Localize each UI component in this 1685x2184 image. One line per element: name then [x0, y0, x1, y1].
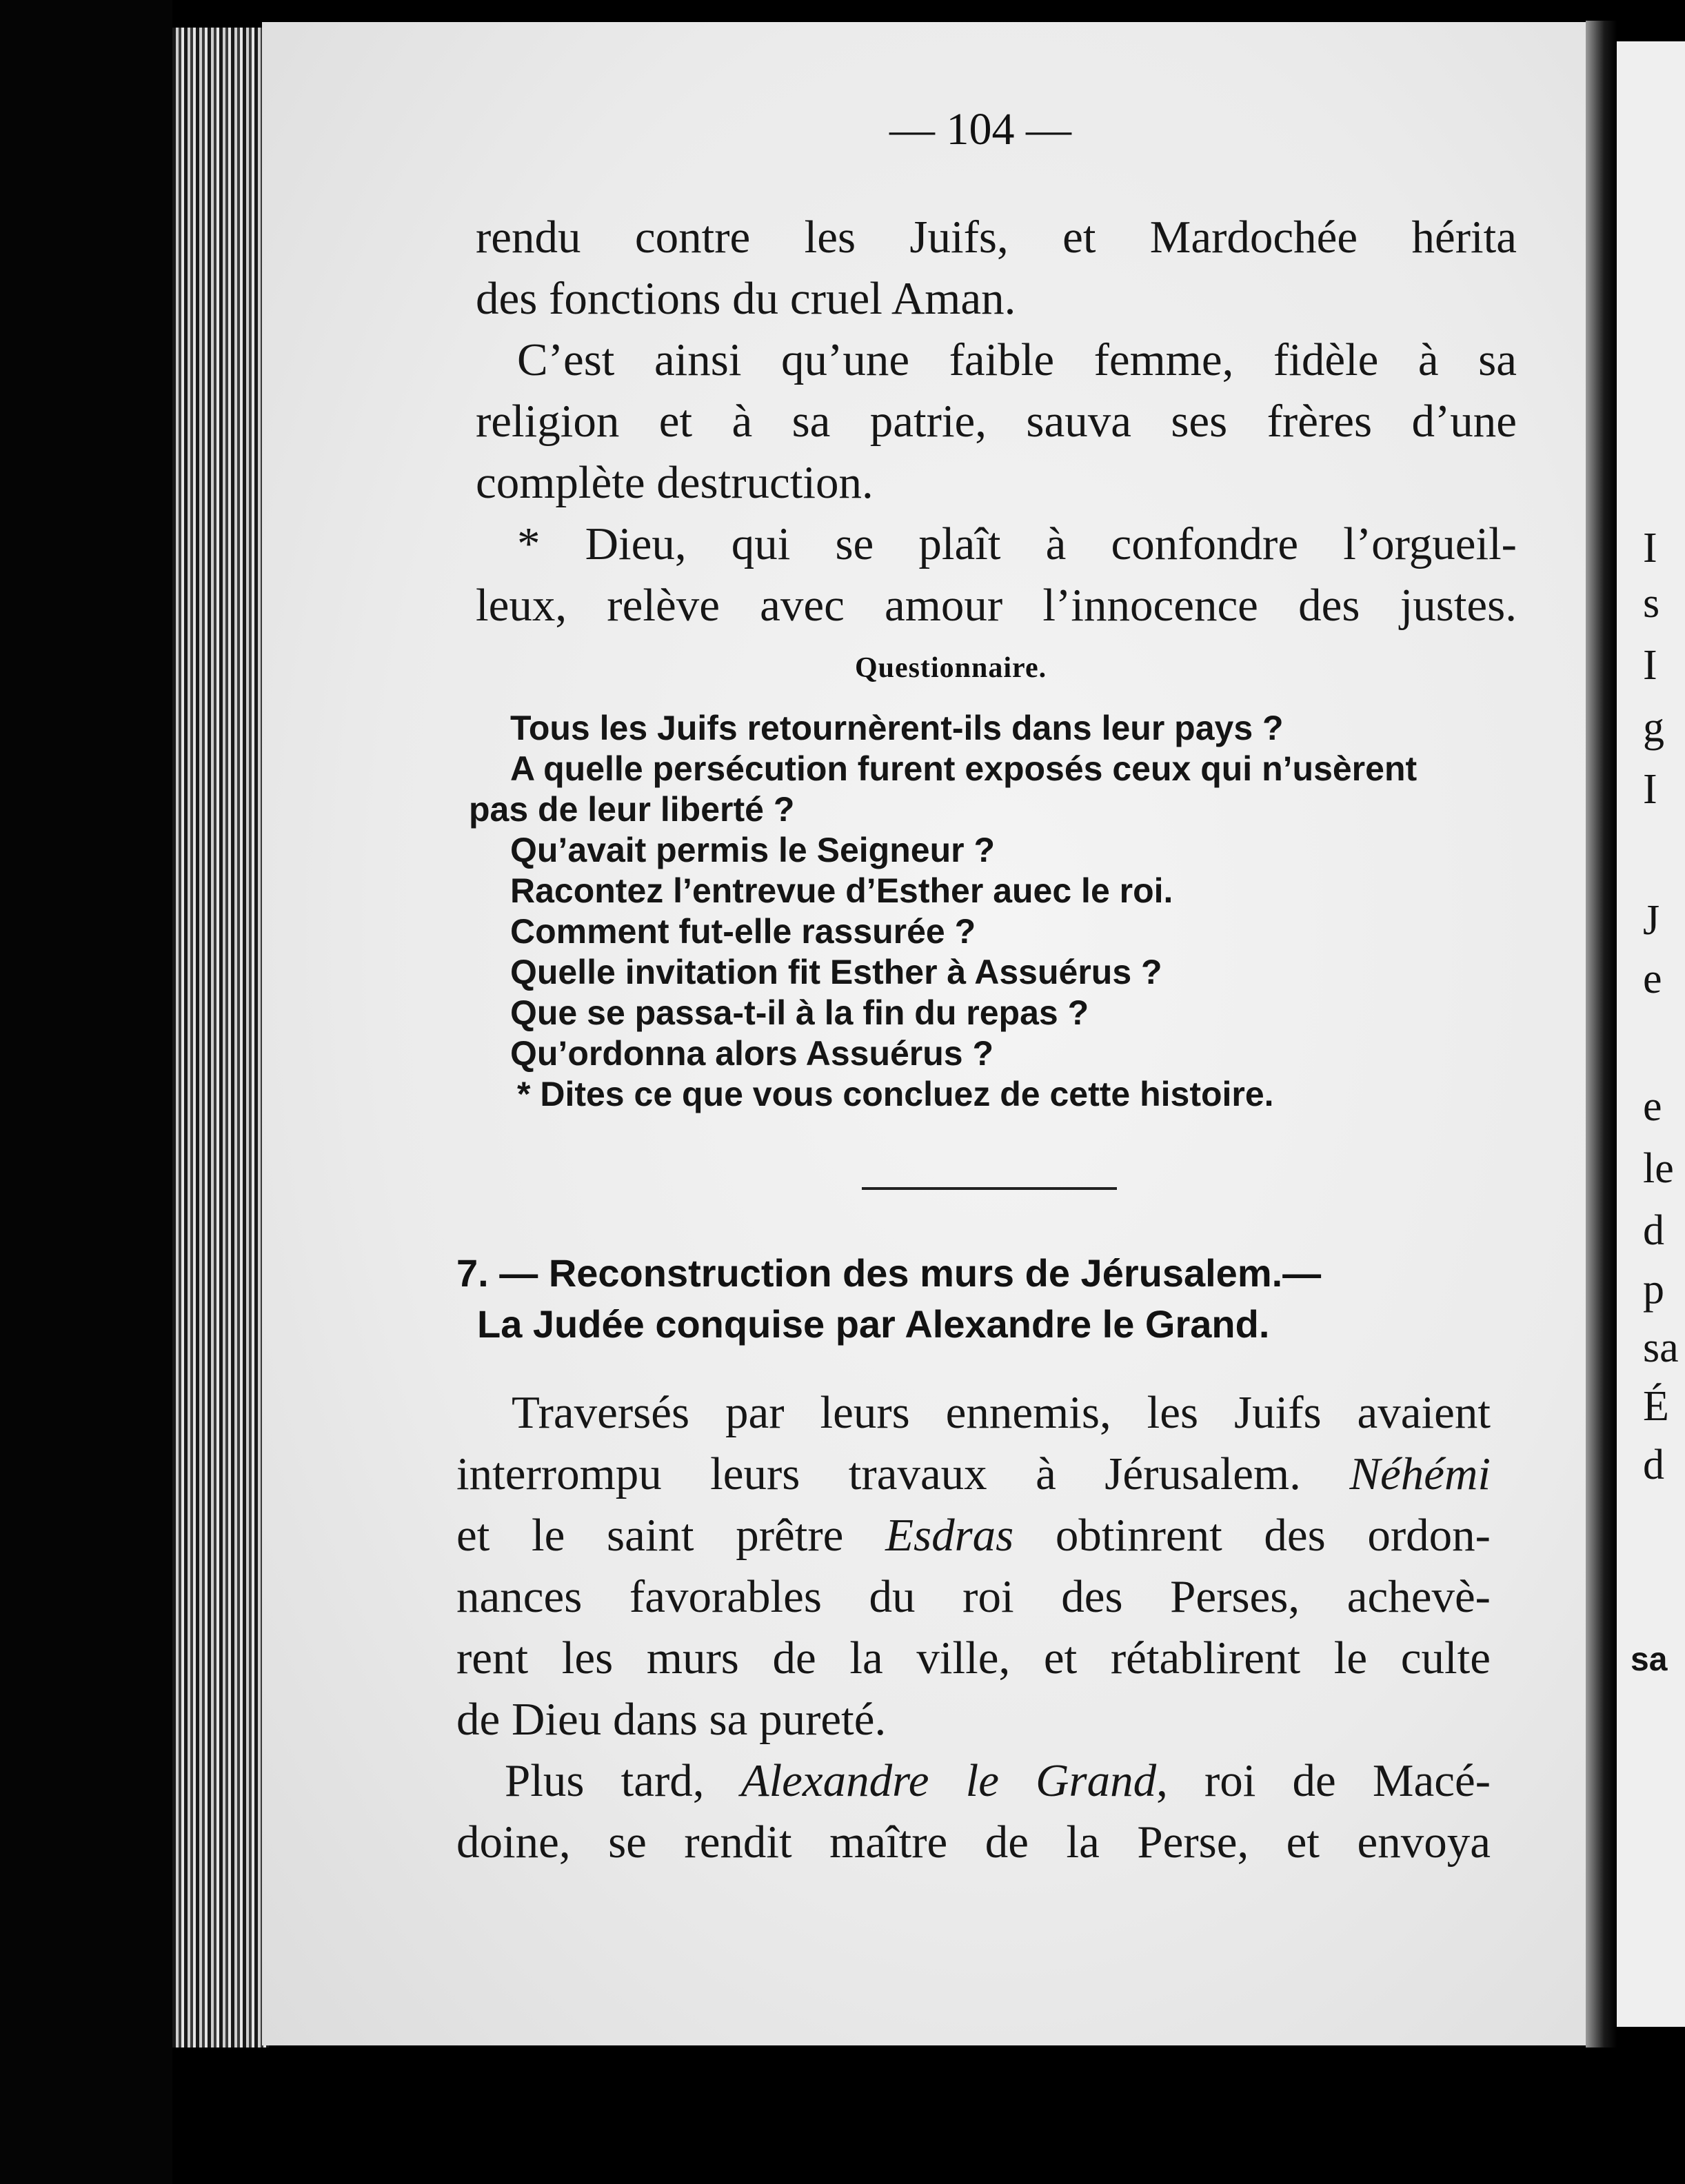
next-page-fragment: É: [1643, 1383, 1669, 1430]
question-item: A quelle persécution furent exposés ceux qui n’usèrent: [510, 749, 1417, 788]
next-page-edge: [1617, 41, 1685, 2027]
question-item: * Dites ce que vous concluez de cette histoire.: [517, 1075, 1274, 1113]
text-line: * Dieu, qui se plaît à confondre l’orgueil-: [517, 518, 1517, 569]
text-run: , roi de Macé-: [1156, 1755, 1491, 1806]
section-title-line: 7. — Reconstruction des murs de Jérusalem.—: [456, 1251, 1322, 1295]
question-item: pas de leur liberté ?: [469, 790, 795, 829]
text-line: Traversés par leurs ennemis, les Juifs avaient: [512, 1387, 1491, 1438]
question-item: Comment fut-elle rassurée ?: [510, 912, 976, 951]
next-page-fragment: d: [1643, 1207, 1664, 1254]
questionnaire-list: [469, 708, 1503, 1115]
next-page-fragment: sa: [1631, 1641, 1668, 1678]
section-title-line: La Judée conquise par Alexandre le Grand.: [477, 1302, 1270, 1346]
name-esdras: Esdras: [885, 1510, 1014, 1561]
text-line: [456, 1750, 1491, 1812]
text-line: rendu contre les Juifs, et Mardochée hérita: [476, 212, 1517, 263]
text-run: et le saint prêtre: [456, 1510, 886, 1561]
text-line: C’est ainsi qu’une faible femme, fidèle à sa: [517, 334, 1517, 385]
question-item: Tous les Juifs retournèrent-ils dans leur pays ?: [510, 709, 1284, 747]
section-divider: [862, 1187, 1117, 1190]
question-item: Que se passa-t-il à la fin du repas ?: [510, 993, 1089, 1032]
name-nehemi: Néhémi: [1349, 1448, 1491, 1499]
book-page-edges: [172, 28, 269, 2048]
text-line: des fonctions du cruel Aman.: [476, 273, 1016, 324]
next-page-fragment: sa: [1643, 1324, 1679, 1371]
text-line: doine, se rendit maître de la Perse, et envoya: [456, 1817, 1491, 1868]
next-page-fragment: I: [1643, 525, 1657, 572]
text-line: [456, 1444, 1491, 1505]
next-page-fragment: I: [1643, 642, 1657, 689]
next-page-fragment: g: [1643, 704, 1664, 751]
next-page-fragment: J: [1643, 897, 1660, 944]
question-item: Racontez l’entrevue d’Esther auec le roi.: [510, 871, 1173, 910]
paragraph-esther-conclusion: [476, 207, 1517, 636]
next-page-fragment: le: [1643, 1145, 1674, 1192]
text-line: leux, relève avec amour l’innocence des justes.: [476, 580, 1517, 631]
text-run: interrompu leurs travaux à Jérusalem.: [456, 1448, 1350, 1499]
question-item: Qu’avait permis le Seigneur ?: [510, 831, 996, 869]
text-run: obtinrent des ordon-: [1013, 1510, 1491, 1561]
scanner-margin: [0, 0, 172, 2184]
text-run: Plus tard,: [505, 1755, 741, 1806]
name-alexandre: Alexandre le Grand: [740, 1755, 1157, 1806]
question-item: Qu’ordonna alors Assuérus ?: [510, 1034, 994, 1073]
next-page-fragment: s: [1643, 580, 1660, 627]
text-line: complète destruction.: [476, 457, 874, 508]
next-page-fragment: p: [1643, 1266, 1664, 1313]
page-number: — 104 —: [889, 104, 1071, 154]
book-gutter: [1586, 21, 1617, 2048]
section-title: [456, 1248, 1321, 1350]
text-line: de Dieu dans sa pureté.: [456, 1694, 887, 1745]
text-line: rent les murs de la ville, et rétablirent le culte: [456, 1632, 1491, 1684]
next-page-fragment: I: [1643, 766, 1657, 813]
next-page-fragment: e: [1643, 956, 1662, 1002]
questionnaire-heading: Questionnaire.: [855, 652, 1047, 684]
paragraph-reconstruction: [456, 1382, 1491, 1873]
next-page-fragment: d: [1643, 1442, 1664, 1488]
text-line: nances favorables du roi des Perses, achevè-: [456, 1571, 1491, 1622]
text-line: religion et à sa patrie, sauva ses frères d’une: [476, 396, 1517, 447]
text-line: [456, 1505, 1491, 1566]
question-item: Quelle invitation fit Esther à Assuérus ?: [510, 953, 1162, 991]
next-page-fragment: e: [1643, 1083, 1662, 1130]
